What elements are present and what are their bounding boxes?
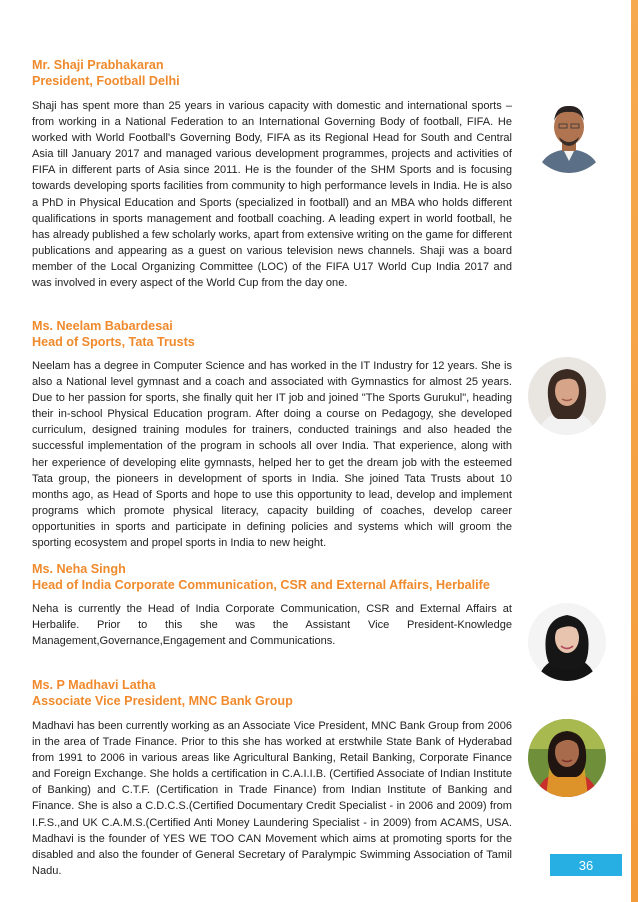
profile-photo-neha <box>528 603 606 681</box>
profile-header-neelam <box>32 318 195 350</box>
profile-role: President, Football Delhi <box>32 74 180 88</box>
portrait-woman-image <box>528 357 606 435</box>
portrait-woman-image <box>528 603 606 681</box>
profile-name: Ms. Neelam Babardesai <box>32 319 173 333</box>
profile-name: Ms. Neha Singh <box>32 562 126 576</box>
profile-photo-shaji <box>530 95 608 173</box>
profile-bio: Neelam has a degree in Computer Science and has worked in the IT Industry for 12 years. She is also a National level gymnast and a coach and associated with Gymnastics for almost 25 years. Due to her passion for sports, she finally quit her IT job and joined "The Sports Gurukul", heading their in-school Physical Education program. After doing a course on Pedagogy, she developed curriculum, designed training modules for trainers, conducted trainings and also headed the successful implementation of the program in schools all over India. That experience, along with her experience of developing elite gymnasts, helped her to get the dream job with the esteemed Tata group, the pioneers in development of sports in India. She joined Tata Trusts about 10 months ago, as Head of Sports and hope to use this opportunity to lead, develop and implement programs which promote physical literacy, capacity building of coaches, develop career opportunities in sports and participate in defining policies and systems which will groom the sporting ecosystem and propel sports in India to new height. <box>32 360 512 550</box>
profile-bio: Neha is currently the Head of India Corporate Communication, CSR and External Affairs at Herbalife. Prior to this she was the Assistant Vice President-Knowledge Management,Governance,Engagement and Communications. <box>32 603 512 648</box>
portrait-man-image <box>530 95 608 173</box>
profile-photo-neelam <box>528 357 606 435</box>
profile-header-neha <box>32 561 490 593</box>
profile-bio: Madhavi has been currently working as an Associate Vice President, MNC Bank Group from 2006 in the area of Trade Finance. Prior to this she has worked at erstwhile State Bank of Hyderabad from 1991 to 2006 in various areas like Agricultural Banking, Retail Banking, Corporate Finance and Foreign Exchange. She holds a certification in C.A.I.I.B. (Certified Associate of Indian Institute of Banking) and C.T.F. (Certification in Trade Finance) from Indian Institute of Banking and Finance. She is also a C.D.C.S.(Certified Documentary Credit Specialist - in 2006 and 2009) from I.F.S.,and UK C.A.M.S.(Certified Anti Money Laundering Specialist - in 2009) from ACAMS, USA. Madhavi is the founder of YES WE TOO CAN Movement which aims at promoting sports for the disabled and also the founder of General Secretary of Paralympic Swimming Association of Tamil Nadu. <box>32 720 512 877</box>
profile-header-madhavi <box>32 677 293 709</box>
portrait-woman-image <box>528 719 606 797</box>
profile-name: Mr. Shaji Prabhakaran <box>32 58 164 72</box>
profile-bio: Shaji has spent more than 25 years in various capacity with domestic and international sports – from working in a National Federation to an International Governing Body of football, FIFA. He worked with World Football's Governing Body, FIFA as its Regional Head for South and Central Asia till January 2017 and managed various development programmes, projects and activities of FIFA in different parts of Asia since 2011. He is the founder of the SHM Sports and is focusing towards developing sports facilities from community to high performance levels in India. He is also a PhD in Physical Education and Sports (specialized in football) and an MBA who holds different qualifications in sports management and football coaching. A leading expert in world football, he has already published a few scholarly works, apart from extensive writing on the game for different publications and appearing as a guest on various television news channels. Shaji was a board member of the Local Organizing Committee (LOC) of the FIFA U17 World Cup India 2017 and was involved in every aspect of the World Cup from the day one. <box>32 100 512 290</box>
profile-photo-madhavi <box>528 719 606 797</box>
profile-role: Associate Vice President, MNC Bank Group <box>32 694 293 708</box>
profile-name: Ms. P Madhavi Latha <box>32 678 156 692</box>
page-number-badge: 36 <box>550 854 622 876</box>
profile-header-shaji <box>32 57 180 89</box>
profile-role: Head of India Corporate Communication, CSR and External Affairs, Herbalife <box>32 578 490 592</box>
right-edge-strip <box>631 0 638 902</box>
profile-role: Head of Sports, Tata Trusts <box>32 335 195 349</box>
